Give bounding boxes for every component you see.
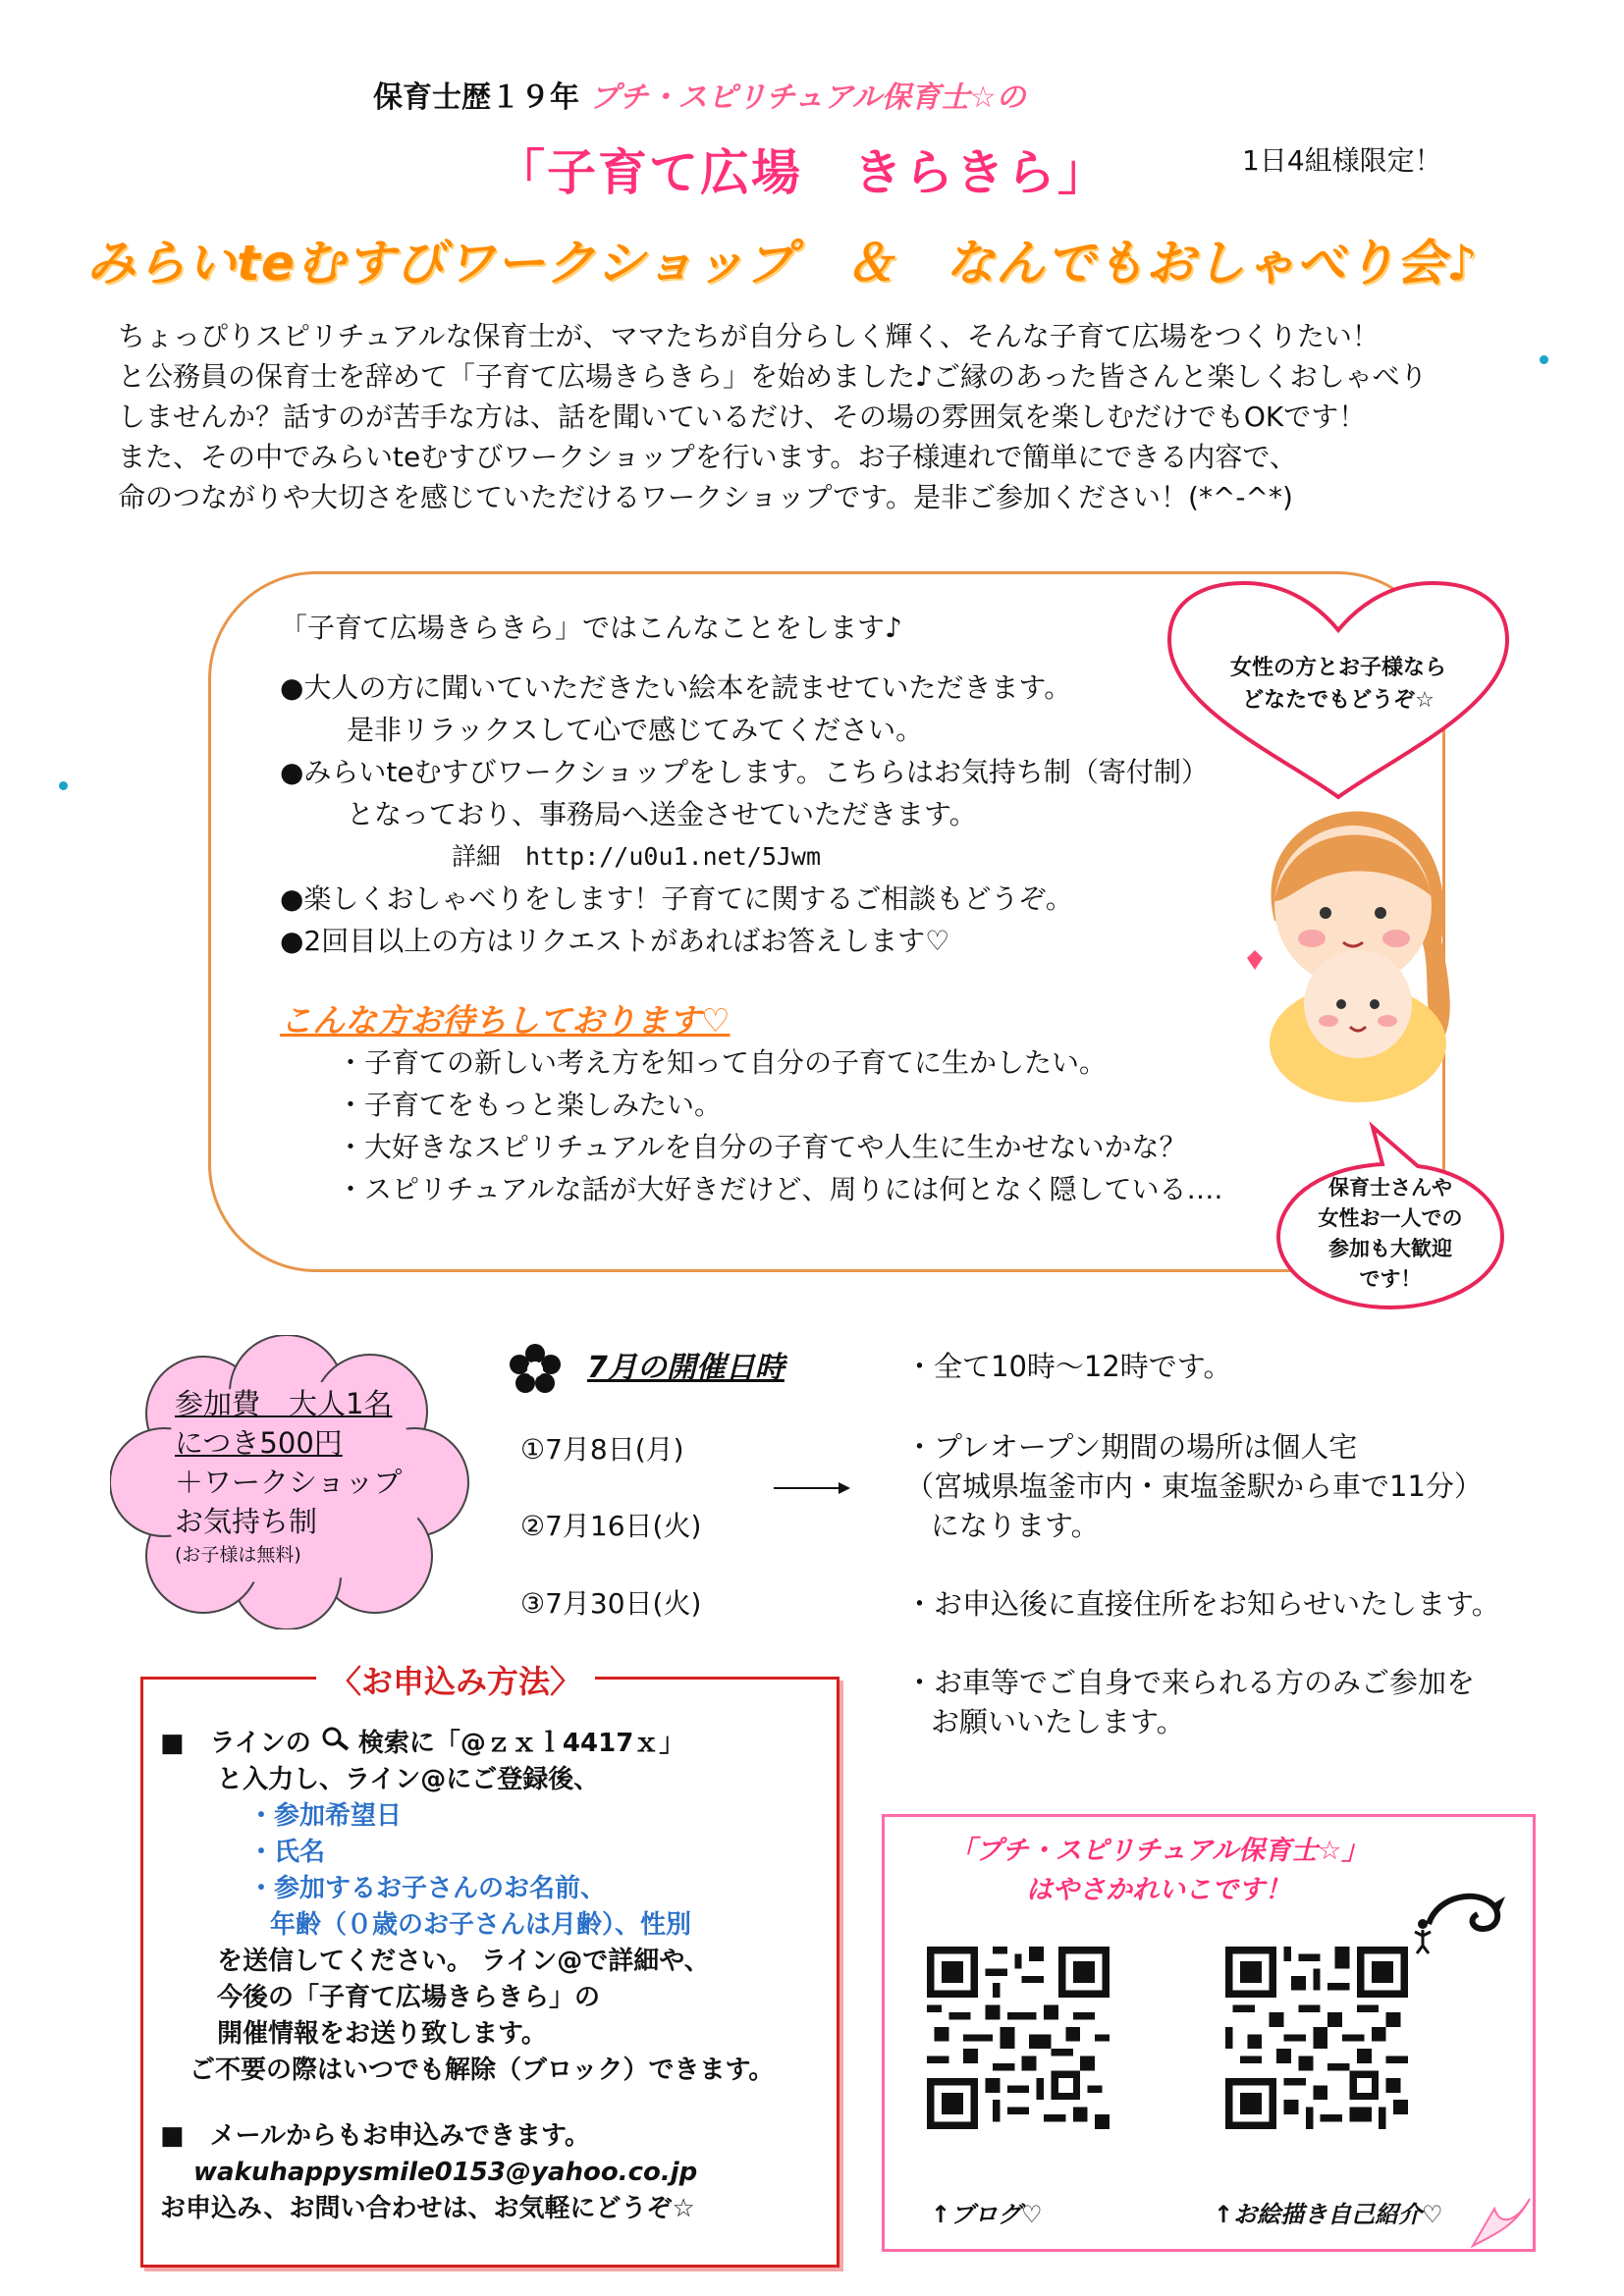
- apply-bullet: ・参加希望日: [248, 1801, 403, 1831]
- apply-bullet: ・参加するお子さんのお名前、: [248, 1874, 607, 1903]
- heart-line: 女性の方とお子様なら: [1229, 656, 1446, 680]
- activity-item: ●2回目以上の方はリクエストがあればお答えします♡: [280, 925, 950, 957]
- target-item: ・大好きなスピリチュアルを自分の子育てや人生に生かせないかな？: [337, 1131, 1187, 1163]
- apply-line: 今後の「子育て広場きらきら」の: [217, 1983, 601, 2012]
- info-line: ・全て10時～12時です。: [905, 1350, 1232, 1383]
- fee-line: お気持ち制: [175, 1505, 318, 1538]
- fee-line: ＋ワークショップ: [175, 1466, 403, 1499]
- apply-line: 開催情報をお送り致します。: [217, 2019, 547, 2049]
- details-link[interactable]: 詳細 http://u0u1.net/5Jwm: [452, 842, 822, 871]
- line-id-text: 検索に「@ｚｘｌ4417ｘ」: [357, 1729, 685, 1758]
- brand-text: プチ・スピリチュアル保育士☆の: [589, 80, 1026, 115]
- schedule-title: 7月の開催日時: [587, 1351, 785, 1385]
- apply-line: を送信してください。 ライン@で詳細や、: [217, 1947, 710, 1976]
- activity-subtext: となっており、事務局へ送金させていただきます。: [347, 798, 977, 830]
- blog-qr-code[interactable]: [927, 1947, 1110, 2129]
- schedule-title-wrap: [509, 1343, 785, 1386]
- date-3: ③7月30日(火): [520, 1587, 702, 1620]
- decor-dot: [59, 781, 68, 790]
- qr-title: [913, 1832, 1404, 1910]
- intro-line: ちょっぴりスピリチュアルな保育士が、ママたちが自分らしく輝く、そんな子育て広場をつくりたい！: [118, 320, 1380, 352]
- apply-mail-line: ■ メールからもお申込みできます。: [160, 2121, 590, 2151]
- info-line: お願いいたします。: [931, 1705, 1185, 1738]
- intro-line: しませんか？話すのが苦手な方は、話を聞いているだけ、その場の雰囲気を楽しむだけでもOKです！: [118, 400, 1367, 433]
- application-title: 〈お申込み方法〉: [316, 1657, 595, 1702]
- target-item: ・子育ての新しい考え方を知って自分の子育てに生かしたい。: [337, 1046, 1108, 1079]
- apply-bullet: 年齢（０歳のお子さんは月齢）、性別: [270, 1910, 692, 1940]
- page-curl-icon: [1471, 2197, 1532, 2248]
- profile-qr-caption: ↑お絵描き自己紹介♡: [1214, 2201, 1443, 2228]
- date-2: ②7月16日(火): [520, 1510, 702, 1542]
- bubble-line: です！: [1359, 1267, 1422, 1291]
- intro-line: と公務員の保育士を辞めて「子育て広場きらきら」を始めました♪ご縁のあった皆さんと楽しくおしゃべり: [118, 360, 1428, 393]
- fee-note: (お子様は無料): [175, 1544, 301, 1566]
- dragon-icon: [1409, 1885, 1507, 1955]
- fee-text: [175, 1384, 402, 1569]
- intro-paragraph: [118, 316, 1512, 517]
- career-text: 保育士歴１９年: [373, 80, 579, 115]
- blog-qr-caption: ↑ブログ♡: [931, 2201, 1043, 2228]
- fee-line: につき500円: [175, 1426, 343, 1460]
- info-line: になります。: [931, 1509, 1100, 1542]
- activities-content: [280, 607, 1222, 1210]
- apply-line: と入力し、ライン@にご登録後、: [217, 1765, 600, 1794]
- event-info: [905, 1347, 1500, 1741]
- page-title: 「子育て広場 きらきら」: [496, 144, 1109, 201]
- qr-title-line: はやさかれいこです！: [1026, 1875, 1291, 1905]
- info-line: ・プレオープン期間の場所は個人宅: [905, 1430, 1358, 1464]
- activity-item: ●大人の方に聞いていただきたい絵本を読ませていただきます。: [280, 671, 1072, 704]
- apply-line: ご不要の際はいつでも解除（ブロック）できます。: [189, 2056, 775, 2085]
- info-line: ・お車等でご自身で来られる方のみご参加を: [905, 1666, 1476, 1699]
- header-career-line: [373, 73, 1026, 116]
- fee-line: 参加費 大人1名: [175, 1387, 393, 1420]
- bubble-line: 保育士さんや: [1328, 1176, 1452, 1200]
- qr-title-line: 「プチ・スピリチュアル保育士☆」: [948, 1836, 1369, 1866]
- intro-line: また、その中でみらいteむすびワークショップを行います。お子様連れで簡単にできる内容で、: [118, 441, 1297, 473]
- limit-note: 1日4組様限定！: [1242, 144, 1442, 177]
- bubble-line: 参加も大歓迎: [1328, 1237, 1452, 1260]
- application-content: [160, 1726, 774, 2227]
- activities-heading: 「子育て広場きらきら」ではこんなことをします♪: [280, 612, 902, 644]
- bubble-line: 女性お一人での: [1318, 1206, 1463, 1230]
- info-line: ・お申込後に直接住所をお知らせいたします。: [905, 1587, 1500, 1621]
- target-item: ・スピリチュアルな話が大好きだけど、周りには何となく隠している….: [337, 1173, 1223, 1205]
- activity-subtext: 是非リラックスして心で感じてみてください。: [347, 714, 924, 746]
- apply-mail-line: お申込み、お問い合わせは、お気軽にどうぞ☆: [160, 2194, 695, 2223]
- page-subtitle: みらいteむすびワークショップ ＆ なんでもおしゃべり会♪: [86, 235, 1479, 292]
- activity-item: ●楽しくおしゃべりをします！子育てに関するご相談もどうぞ。: [280, 882, 1073, 915]
- activity-item: ●みらいteむすびワークショップをします。こちらはお気持ち制（寄付制）: [280, 756, 1209, 788]
- decor-dot: [1540, 355, 1548, 364]
- apply-line: ■ ラインの: [160, 1729, 311, 1758]
- heart-message: [1216, 652, 1461, 717]
- bubble-message: [1302, 1173, 1479, 1295]
- date-1: ①7月8日(月): [520, 1433, 684, 1466]
- profile-qr-code[interactable]: [1225, 1947, 1408, 2129]
- right-arrow-icon: [774, 1478, 852, 1498]
- search-icon: [320, 1726, 350, 1762]
- target-item: ・子育てをもっと楽しみたい。: [337, 1089, 723, 1121]
- apply-bullet: ・氏名: [248, 1838, 326, 1867]
- info-line: （宮城県塩釜市内・東塩釜駅から車で11分）: [905, 1469, 1483, 1503]
- heart-line: どなたでもどうぞ☆: [1242, 688, 1435, 713]
- email-address[interactable]: wakuhappysmile0153@yahoo.co.jp: [193, 2158, 698, 2187]
- intro-line: 命のつながりや大切さを感じていただけるワークショップです。是非ご参加ください！(*^-^*): [118, 481, 1293, 513]
- mother-baby-illustration: [1235, 803, 1461, 1107]
- target-heading: こんな方お待ちしております♡: [280, 1001, 731, 1040]
